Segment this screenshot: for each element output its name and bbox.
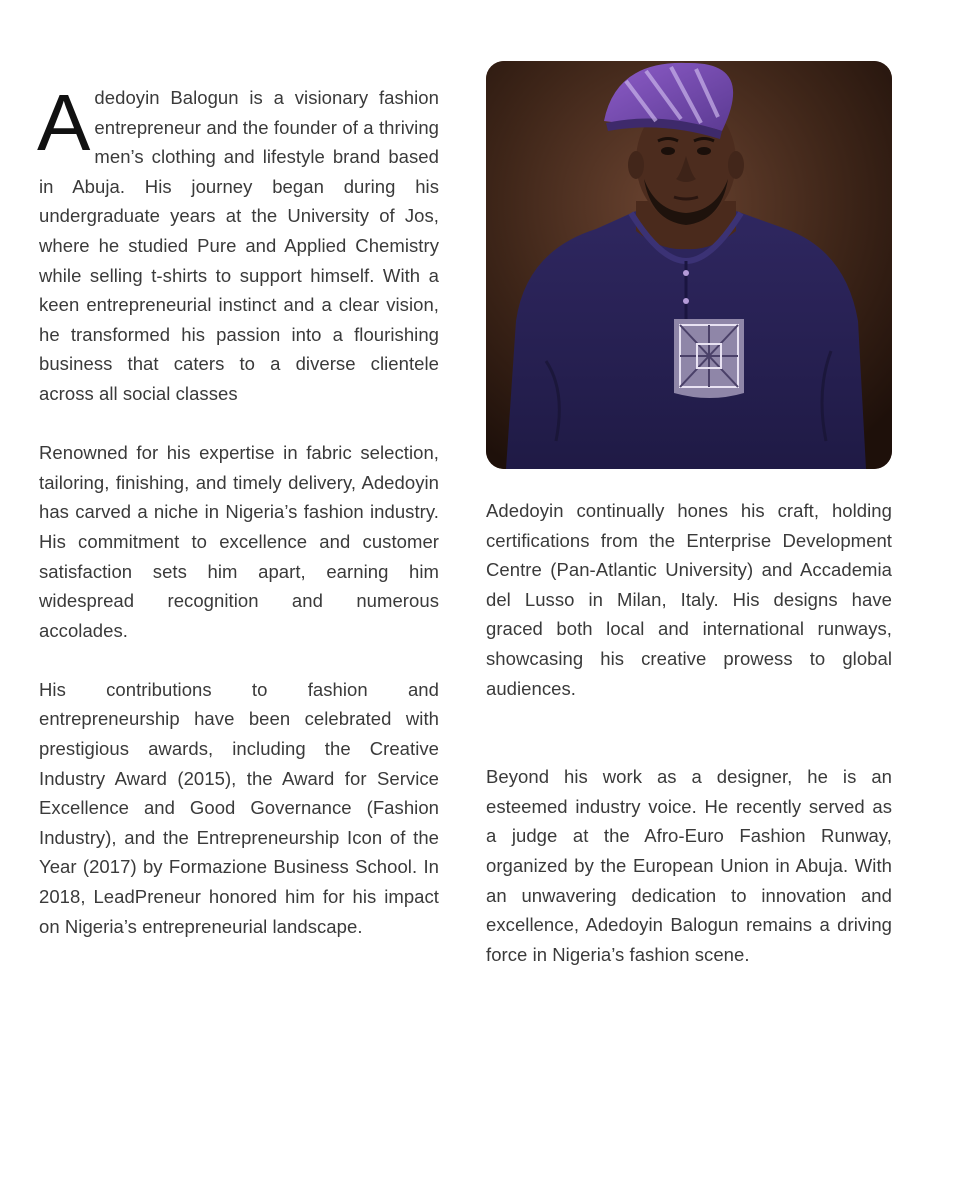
drop-cap: A — [37, 78, 91, 167]
intro-paragraph — [37, 78, 439, 409]
expertise-paragraph: Renowned for his expertise in fabric selection, tailoring, finishing, and timely delivery, Adedoyin has carved a niche in Nigeria’s fashion industry. His commitment to excellence and customer satisfaction sets him apart, earning him widespread recognition and numerous accolades. — [39, 442, 439, 641]
intro-paragraph-text: dedoyin Balogun is a visionary fashion entrepreneur and the founder of a thriving men’s clothing and lifestyle brand based in Abuja. His journey began during his undergraduate years at the University of Jos, where he studied Pure and Applied Chemistry while selling t-shirts to support himself. With a keen entrepreneurial instinct and a clear vision, he transformed his passion into a flourishing business that caters to a diverse clientele across all social classes — [39, 87, 439, 404]
portrait-illustration — [486, 61, 892, 469]
certifications-paragraph: Adedoyin continually hones his craft, holding certifications from the Enterprise Development Centre (Pan-Atlantic University) and Accademia del Lusso in Milan, Italy. His designs have graced both local and international runways, showcasing his creative prowess to global audiences. — [486, 500, 892, 699]
embroidered-pocket — [674, 319, 744, 398]
awards-paragraph: His contributions to fashion and entrepreneurship have been celebrated with prestigious awards, including the Creative Industry Award (2015), the Award for Service Excellence and Good Governance (Fashion Industry), and the Entrepreneurship Icon of the Year (2017) by Formazione Business School. In 2018, LeadPreneur honored him for his impact on Nigeria’s entrepreneurial landscape. — [39, 678, 439, 937]
portrait-photo — [486, 61, 892, 469]
left-column — [37, 78, 439, 941]
right-column — [486, 496, 892, 969]
industry-voice-paragraph: Beyond his work as a designer, he is an esteemed industry voice. He recently served as a judge at the Afro-Euro Fashion Runway, organized by the European Union in Abuja. With an unwavering dedication to innovation and excellence, Adedoyin Balogun remains a driving force in Nigeria’s fashion scene. — [486, 766, 892, 965]
